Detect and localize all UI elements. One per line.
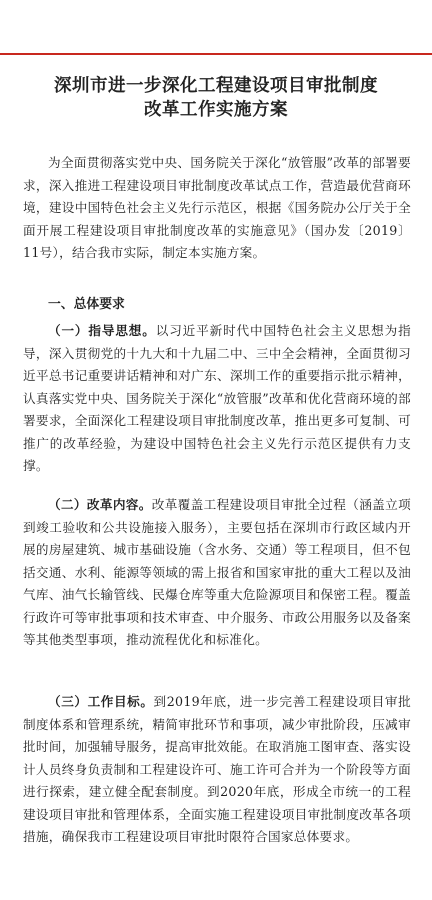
paragraph-lead: （三）工作目标。 <box>48 694 154 709</box>
paragraph-work-goals <box>23 691 411 849</box>
paragraph-lead: （一）指导思想。 <box>48 323 156 338</box>
intro-paragraph: 为全面贯彻落实党中央、国务院关于深化“放管服”改革的部署要求，深入推进工程建设项目审批制度改革试点工作，营造最优营商环境，建设中国特色社会主义先行示范区，根据《国务院办公厅关于全面开展工程建设项目审批制度改革的实施意见》（国办发〔2019〕11号），结合我市实际，制定本实施方案。 <box>23 155 411 260</box>
section-heading-general-requirements: 一、总体要求 <box>48 297 125 312</box>
paragraph-body: 以习近平新时代中国特色社会主义思想为指导，深入贯彻党的十九大和十九届二中、三中全会精神，全面贯彻习近平总书记重要讲话精神和对广东、深圳工作的重要指示批示精神，认真落实党中央、国务院关于深化“放管服”改革和优化营商环境的部署要求，全面深化工程建设项目审批制度改革，推出更多可复制、可推广的改革经验，为建设中国特色社会主义先行示范区提供有力支撑。 <box>23 323 412 473</box>
paragraph-lead: （二）改革内容。 <box>48 497 152 512</box>
document-title-line-1: 深圳市进一步深化工程建设项目审批制度 <box>54 76 378 96</box>
paragraph-guiding-ideology <box>23 320 411 478</box>
document-title-line-2: 改革工作实施方案 <box>144 100 288 120</box>
paragraph-reform-content <box>23 494 411 652</box>
red-header-rule <box>0 53 432 55</box>
paragraph-body: 到2019年底，进一步完善工程建设项目审批制度体系和管理系统，精简审批环节和事项，减少审批阶段，压减审批时间，加强辅导服务，提高审批效能。在取消施工图审查、落实设计人员终身负责制和工程建设许可、施工许可合并为一个阶段等方面进行探索，建立健全配套制度。到2020年底，形成全市统一的工程建设项目审批和管理体系，全面实施工程建设项目审批制度改革各项措施，确保我市工程建设项目审批时限符合国家总体要求。 <box>23 694 411 844</box>
paragraph-body: 改革覆盖工程建设项目审批全过程（涵盖立项到竣工验收和公共设施接入服务），主要包括在深圳市行政区域内开展的房屋建筑、城市基础设施（含水务、交通）等工程项目，但不包括交通、水利、能源等领域的需上报省和国家审批的重大工程以及油气库、油气长输管线、民爆仓库等重大危险源项目和保密工程。覆盖行政许可等审批事项和技术审查、中介服务、市政公用服务以及备案等其他类型事项，推动流程优化和标准化。 <box>23 497 411 647</box>
